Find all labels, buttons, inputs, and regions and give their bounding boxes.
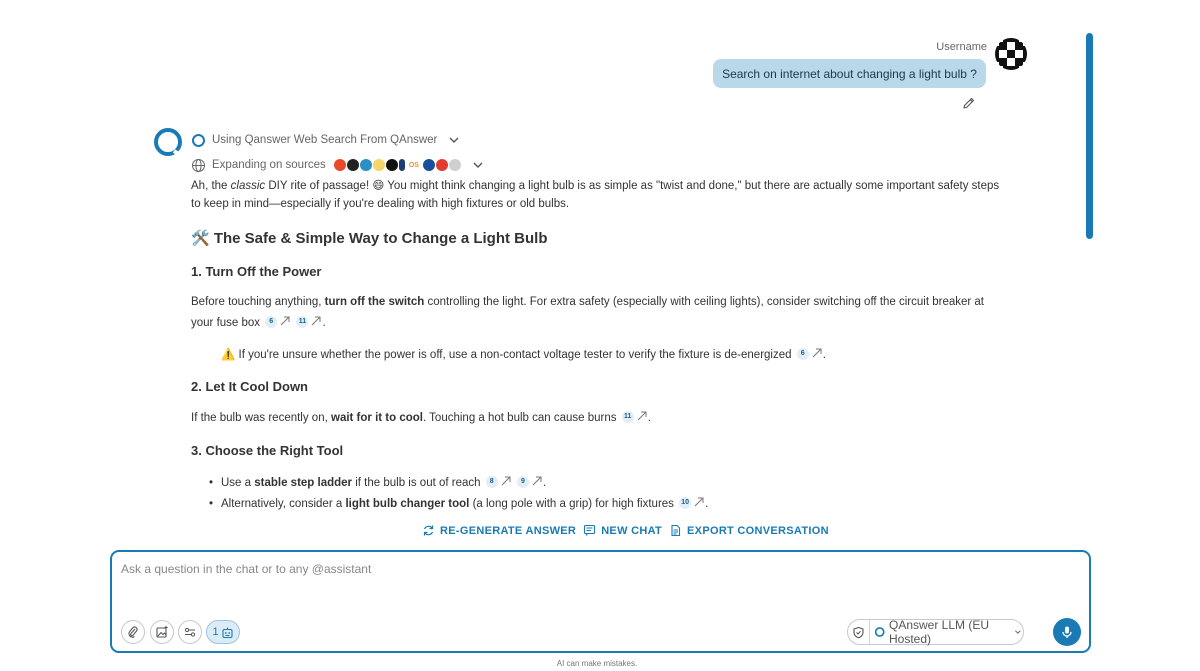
user-message: Search on internet about changing a light bulb ? (713, 59, 986, 88)
external-link-icon[interactable] (811, 347, 823, 359)
news-icon[interactable] (360, 159, 372, 171)
sliders-icon (183, 625, 197, 639)
user-avatar[interactable] (995, 38, 1027, 70)
tool-usage-row[interactable] (191, 132, 461, 148)
model-selector[interactable] (847, 619, 1024, 645)
source-icons (334, 159, 461, 171)
qanswer-logo-icon (153, 127, 183, 157)
model-name-wrap (870, 618, 1023, 646)
citation-badge[interactable]: 9 (517, 476, 529, 488)
chevron-down-icon (1013, 626, 1023, 638)
os-icon[interactable]: OS (408, 161, 419, 169)
list-item: • Alternatively, consider a light bulb changer tool (a long pole with a grip) for high fixtures 10 . (191, 494, 1001, 515)
sources-label: Expanding on sources (212, 159, 326, 171)
add-image-button[interactable] (150, 620, 174, 644)
globe-icon (191, 158, 206, 173)
citation-badge[interactable]: 6 (265, 316, 277, 328)
qanswer-circle-icon (191, 133, 206, 148)
lightbulb-icon[interactable] (373, 159, 385, 171)
warning-note: ⚠️ If you're unsure whether the power is off, use a non-contact voltage tester to verify the fixture is de-energized 6 . (221, 349, 826, 361)
image-add-icon (155, 625, 169, 639)
microphone-icon (1060, 625, 1074, 639)
citation-badge[interactable]: 8 (486, 476, 498, 488)
assistant-count: 1 (212, 626, 219, 638)
chat-input[interactable] (121, 562, 1021, 576)
privacy-shield-button[interactable] (848, 620, 870, 644)
reddit-icon[interactable] (334, 159, 346, 171)
export-conversation-button[interactable]: EXPORT CONVERSATION (669, 524, 829, 537)
citation-badge[interactable]: 11 (296, 316, 308, 328)
step1-title: 1. Turn Off the Power (191, 264, 322, 279)
citation-badge[interactable]: 11 (622, 411, 634, 423)
step2-title: 2. Let It Cool Down (191, 379, 308, 394)
heart-icon[interactable] (436, 159, 448, 171)
answer-actions (422, 524, 829, 537)
paperclip-icon (126, 625, 140, 639)
answer-heading: 🛠️ The Safe & Simple Way to Change a Light Bulb (191, 230, 548, 247)
chevron-down-icon[interactable] (471, 158, 485, 172)
step1-text: Before touching anything, turn off the switch controlling the light. For extra safety (especially with ceiling lights), consider switching off the circuit breaker at your fuse box 6 11 . (191, 296, 985, 329)
chat-icon (583, 524, 596, 537)
new-chat-button[interactable]: NEW CHAT (583, 524, 662, 537)
step3-title: 3. Choose the Right Tool (191, 443, 344, 458)
external-link-icon[interactable] (310, 315, 322, 327)
tool-label: Using Qanswer Web Search From QAnswer (212, 134, 438, 146)
list-item: • Use a stable step ladder if the bulb is out of reach 8 9 . (191, 473, 1001, 494)
step3-list (191, 473, 1001, 515)
microphone-button[interactable] (1053, 618, 1081, 646)
external-link-icon[interactable] (693, 496, 705, 508)
scrollbar[interactable] (1086, 33, 1093, 239)
pin-icon[interactable] (399, 159, 405, 171)
sources-row[interactable] (191, 157, 485, 173)
step2-text: If the bulb was recently on, wait for it to cool. Touching a hot bulb can cause burns 11 . (191, 412, 651, 424)
lightning-icon[interactable] (347, 159, 359, 171)
person-icon[interactable] (449, 159, 461, 171)
shield-icon (852, 626, 865, 639)
attach-button[interactable] (121, 620, 145, 644)
settings-button[interactable] (178, 620, 202, 644)
intro-paragraph: Ah, the classic DIY rite of passage! 😄 You might think changing a light bulb is as simple as "twist and done," but there are actually some important safety steps to keep in mind—especially if you're dealing with high fixtures or old bulbs. (191, 180, 1000, 210)
external-link-icon[interactable] (636, 410, 648, 422)
regenerate-button[interactable]: RE-GENERATE ANSWER (422, 524, 576, 537)
edit-icon[interactable] (962, 96, 976, 110)
refresh-icon (422, 524, 435, 537)
external-link-icon[interactable] (500, 475, 512, 487)
chevron-down-icon[interactable] (447, 133, 461, 147)
x-icon[interactable] (386, 159, 398, 171)
citation-badge[interactable]: 6 (797, 348, 809, 360)
external-link-icon[interactable] (279, 315, 291, 327)
citation-badge[interactable]: 10 (679, 497, 691, 509)
external-link-icon[interactable] (531, 475, 543, 487)
user-name: Username (936, 41, 987, 53)
assistant-answer (191, 177, 1001, 515)
assistant-icon (221, 626, 234, 639)
qanswer-circle-icon (874, 625, 885, 639)
document-icon (669, 524, 682, 537)
assistants-button[interactable] (206, 620, 240, 644)
disclaimer: AI can make mistakes. (556, 659, 638, 668)
model-name: QAnswer LLM (EU Hosted) (888, 618, 990, 646)
chat-composer (110, 550, 1091, 653)
y-icon[interactable] (423, 159, 435, 171)
